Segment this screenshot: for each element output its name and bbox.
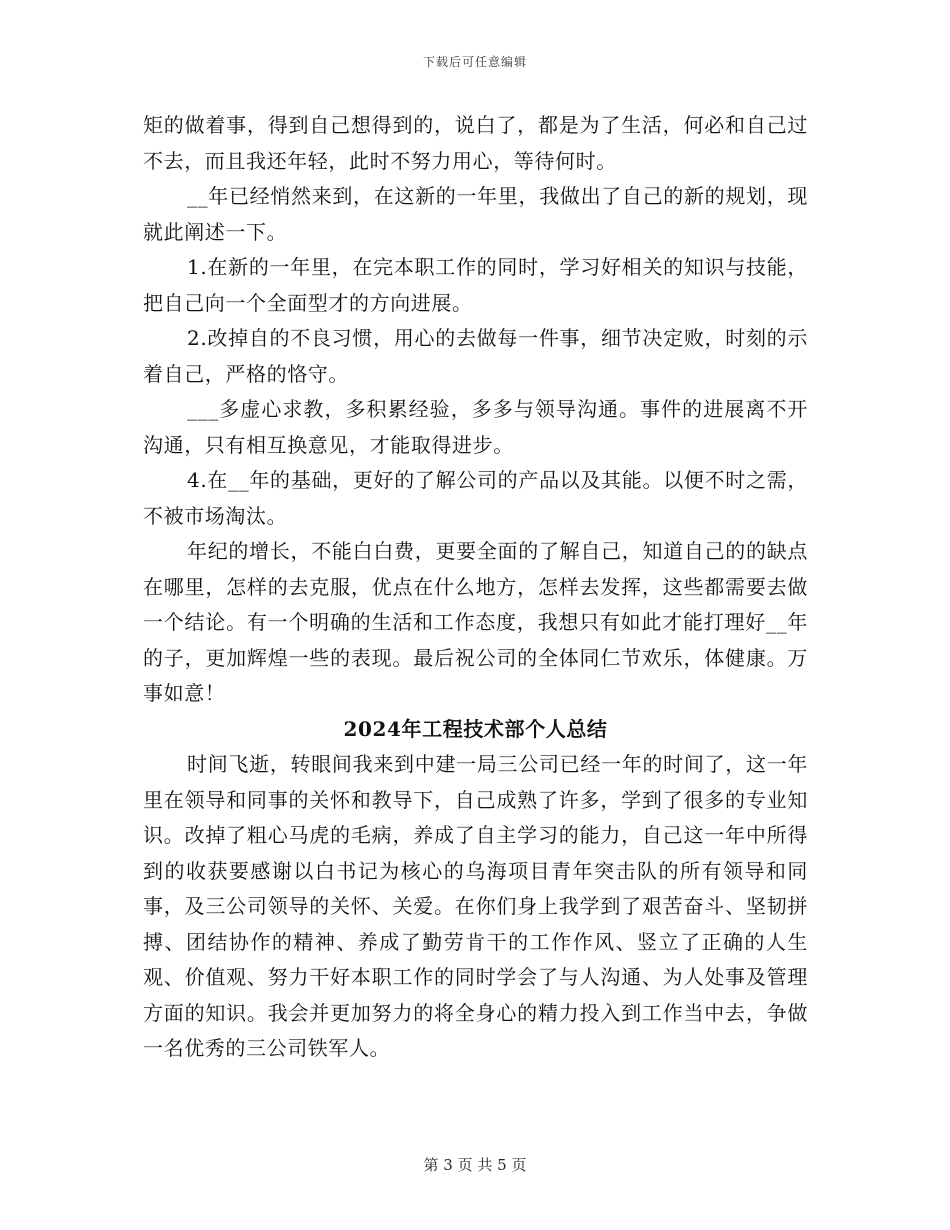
document-body: [143, 108, 808, 1067]
paragraph-plan-item-2: 2.改掉自的不良习惯，用心的去做每一件事，细节决定败，时刻的示着自己，严格的恪守。: [143, 326, 808, 386]
page-header-note: 下载后可任意编辑: [422, 55, 527, 69]
paragraph-plan-intro: __年已经悄然来到，在这新的一年里，我做出了自己的新的规划，现就此阐述一下。: [143, 184, 808, 244]
page-footer-number: 第 3 页 共 5 页: [423, 1156, 527, 1174]
paragraph-plan-item-1: 1.在新的一年里，在完本职工作的同时，学习好相关的知识与技能，把自己向一个全面型才的方向进展。: [143, 255, 808, 315]
paragraph-closing: 年纪的增长，不能白白费，更要全面的了解自己，知道自己的的缺点在哪里，怎样的去克服，优点在什么地方，怎样去发挥，这些都需要去做一个结论。有一个明确的生活和工作态度，我想只有如此才能打理好__年的子，更加辉煌一些的表现。最后祝公司的全体同仁节欢乐，体健康。万事如意！: [143, 539, 808, 705]
paragraph-plan-item-3: ___多虚心求教，多积累经验，多多与领导沟通。事件的进展离不开沟通，只有相互换意见，才能取得进步。: [143, 397, 808, 457]
paragraph-plan-item-4: 4.在__年的基础，更好的了解公司的产品以及其能。以便不时之需，不被市场淘汰。: [143, 468, 808, 528]
paragraph-summary: 时间飞逝，转眼间我来到中建一局三公司已经一年的时间了，这一年里在领导和同事的关怀和教导下，自己成熟了许多，学到了很多的专业知识。改掉了粗心马虎的毛病，养成了自主学习的能力，自己这一年中所得到的收获要感谢以白书记为核心的乌海项目青年突击队的所有领导和同事，及三公司领导的关怀、关爱。在你们身上我学到了艰苦奋斗、坚韧拼搏、团结协作的精神、养成了勤劳肯干的工作作风、竖立了正确的人生观、价值观、努力干好本职工作的同时学会了与人沟通、为人处事及管理方面的知识。我会并更加努力的将全身心的精力投入到工作当中去，争做一名优秀的三公司铁军人。: [143, 752, 808, 1060]
paragraph-continuation: 矩的做着事，得到自己想得到的，说白了，都是为了生活，何必和自己过不去，而且我还年轻，此时不努力用心，等待何时。: [143, 113, 808, 173]
section-title: 2024年工程技术部个人总结: [343, 716, 608, 741]
